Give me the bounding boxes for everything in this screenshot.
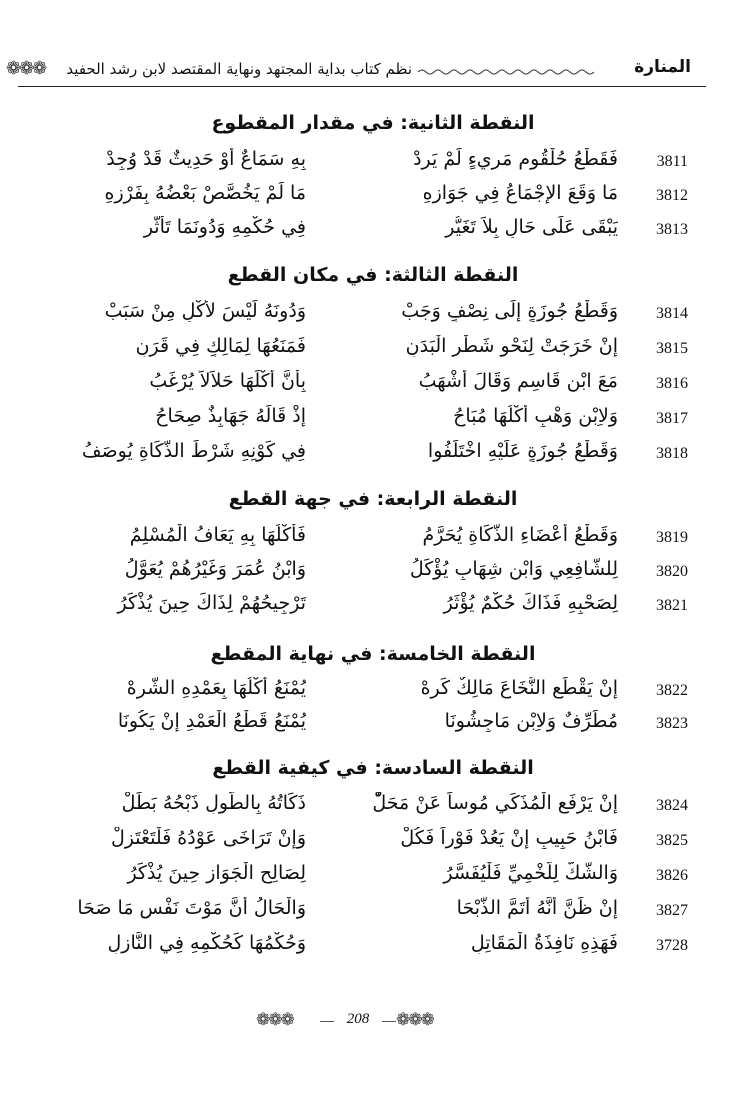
verse-number: 3824 xyxy=(656,797,688,814)
first-hemistich: وَلاِبْنِ وَهْبٍ أَكْلُهَا مُبَاحُ xyxy=(453,405,618,427)
page-header xyxy=(0,54,746,90)
section-heading: النقطة الثانية: في مقدار المقطوع xyxy=(211,112,535,134)
verse-row xyxy=(0,180,746,216)
verse-row xyxy=(0,333,746,369)
verse-row xyxy=(0,368,746,404)
verse-row xyxy=(0,522,746,558)
footer-ornament-left: ❁❁❁ xyxy=(256,1010,293,1030)
second-hemistich: لِصَالِحِ الْجَوَازِ حِينَ يُذْكَرُ xyxy=(127,862,306,884)
section-heading: النقطة الرابعة: في جهة القطع xyxy=(228,488,518,510)
verse-row xyxy=(0,438,746,474)
first-hemistich: لِصَحْبِهِ فَذَاكَ حُكْمٌ يُؤْثَرُ xyxy=(443,592,618,614)
second-hemistich: فِي حُكْمِهِ وَدُونَمَا تَأَثُّرِ xyxy=(143,216,306,238)
wave-divider xyxy=(418,67,594,77)
first-hemistich: فَهَذِهِ نَافِذَةُ الْمَقَاتِلِ xyxy=(470,932,618,954)
second-hemistich: ذَكَاتُهُ بِالطُّولِ ذَبْحُهُ بَطَلْ xyxy=(121,792,306,814)
first-hemistich: وَقَطْعُ جُوزَةٍ عَلَيْهِ اخْتَلَفُوا xyxy=(427,440,618,462)
second-hemistich: فِي كَوْنِهِ شَرْطَ الذَّكَاةِ يُوصَفُ xyxy=(81,440,306,462)
verse-number: 3819 xyxy=(656,529,688,546)
verse-number: 3826 xyxy=(656,867,688,884)
section-heading: النقطة السادسة: في كيفية القطع xyxy=(212,757,534,779)
verse-number: 3811 xyxy=(656,153,688,170)
second-hemistich: وَحُكْمُهَا كَحُكْمِهِ فِي النَّازِلِ xyxy=(107,932,306,954)
verse-row xyxy=(0,860,746,896)
first-hemistich: مَعَ ابْنِ قَاسِمٍ وَقَالَ أَشْهَبُ xyxy=(418,370,618,392)
first-hemistich: وَقَطْعُ أَعْضَاءِ الذَّكَاةِ يُحَرَّمُ xyxy=(422,524,618,546)
second-hemistich: بِأَنَّ أَكْلَهَا حَلاَلاً يُرْغَبُ xyxy=(149,370,306,392)
verse-row xyxy=(0,708,746,744)
footer-ornament-right: ❁❁❁ xyxy=(396,1010,433,1030)
verse-number: 3818 xyxy=(656,445,688,462)
second-hemistich: يُمْنَعُ أَكْلُهَا بِعَمْدِهِ الشَّرِهْ xyxy=(126,677,306,699)
verse-row xyxy=(0,675,746,711)
verse-row xyxy=(0,930,746,966)
verse-number: 3825 xyxy=(656,832,688,849)
verse-number: 3815 xyxy=(656,340,688,357)
verse-row xyxy=(0,895,746,931)
second-hemistich: مَا لَمْ يَخُصَّصْ بَعْضُهُ بِفَرْزِهِ xyxy=(104,182,306,204)
first-hemistich: إِنْ خَرَجَتْ لِنَحْوِ شَطْرِ الْبَدَنِ xyxy=(405,335,618,357)
second-hemistich: بِهِ سَمَاعٌ أَوْ حَدِيثٌ قَدْ وُجِدْ xyxy=(106,148,306,170)
verse-number: 3823 xyxy=(656,715,688,732)
verse-number: 3822 xyxy=(656,682,688,699)
first-hemistich: لِلشَّافِعِي وَابْنِ شِهَابٍ يُؤْكَلُ xyxy=(409,558,618,580)
verse-number: 3813 xyxy=(656,221,688,238)
verse-row xyxy=(0,298,746,334)
verse-number: 3821 xyxy=(656,597,688,614)
verse-number: 3817 xyxy=(656,410,688,427)
header-rule xyxy=(18,86,706,87)
second-hemistich: وَإِنْ تَرَاخَى عَوْدُهُ فَلْتَعْتَزِلْ xyxy=(110,827,306,849)
journal-name: المنارة xyxy=(634,57,691,77)
verse-number: 3728 xyxy=(656,937,688,954)
verse-row xyxy=(0,146,746,182)
second-hemistich: إِذْ قَالَهُ جَهَابِذٌ صِحَاحُ xyxy=(155,405,306,427)
verse-number: 3827 xyxy=(656,902,688,919)
first-hemistich: مَا وَقَعَ الإِجْمَاعُ فِي جَوَازِهِ xyxy=(422,182,618,204)
verse-number: 3820 xyxy=(656,563,688,580)
verse-row xyxy=(0,790,746,826)
second-hemistich: يُمْنَعُ قَطْعُ الْعَمْدِ إِنْ يَكُونَا xyxy=(117,710,306,732)
second-hemistich: وَابْنُ عُمَرَ وَغَيْرُهُمْ يُعَوَّلُ xyxy=(124,558,306,580)
section-heading: النقطة الثالثة: في مكان القطع xyxy=(227,264,519,286)
footer-rule-left xyxy=(320,1021,334,1022)
second-hemistich: فَأَكْلُهَا بِهِ يَعَافُ الْمُسْلِمُ xyxy=(129,524,306,546)
second-hemistich: تَرْجِيحُهُمْ لِذَاكَ حِينَ يُذْكَرُ xyxy=(117,592,306,614)
verse-row xyxy=(0,825,746,861)
verse-number: 3816 xyxy=(656,375,688,392)
first-hemistich: وَالشَّكُّ لِلَّخْمِيِّ فَلْيُفَسَّرُ xyxy=(443,862,618,884)
verse-number: 3812 xyxy=(656,187,688,204)
first-hemistich: يَبْقَى عَلَى حَالٍ بِلاَ تَغَيُّرِ xyxy=(445,216,618,238)
page-number: 208 xyxy=(346,1011,370,1027)
first-hemistich: فَقَطْعُ حُلْقُومٍ مَرِيءٍ لَمْ يَرِدْ xyxy=(413,148,618,170)
first-hemistich: إِنْ يَقْطَعِ النُّخَاعَ مَالِكٌ كَرِهْ xyxy=(420,677,618,699)
first-hemistich: إِنْ يَرْفَعِ الْمُذَكِّي مُوساً عَنْ مَحَلّْ xyxy=(372,792,618,814)
book-title: نظم كتاب بداية المجتهد ونهاية المقتصد لابن رشد الحفيد xyxy=(66,60,412,78)
header-ornament: ❁❁❁ xyxy=(6,58,46,79)
verse-row xyxy=(0,214,746,250)
verse-row xyxy=(0,590,746,626)
page-footer xyxy=(0,1010,746,1034)
first-hemistich: وَقَطْعُ جُوزَةٍ إِلَى نِصْفٍ وَجَبْ xyxy=(401,300,618,322)
second-hemistich: وَالْحَالُ أَنَّ مَوْتَ نَفْسٍ مَا صَحَا xyxy=(77,897,306,919)
verse-row xyxy=(0,403,746,439)
footer-rule-right xyxy=(382,1021,396,1022)
first-hemistich: فَابْنُ حَبِيبٍ إِنْ يَعُدْ فَوْراً فَكُلْ xyxy=(400,827,618,849)
second-hemistich: وَدُونَهُ لَيْسَ لأَكْلٍ مِنْ سَبَبْ xyxy=(104,300,306,322)
section-heading: النقطة الخامسة: في نهاية المقطع xyxy=(210,643,536,665)
first-hemistich: إِنْ ظَنَّ أَنَّهُ أَتَمَّ الذَّبْحَا xyxy=(456,897,618,919)
second-hemistich: فَمَنَعُهَا لِمَالِكٍ فِي قَرَنِ xyxy=(135,335,306,357)
verse-number: 3814 xyxy=(656,305,688,322)
first-hemistich: مُطَرِّفٌ وَلاِبْنِ مَاجِشُونَا xyxy=(444,710,618,732)
verse-row xyxy=(0,556,746,592)
